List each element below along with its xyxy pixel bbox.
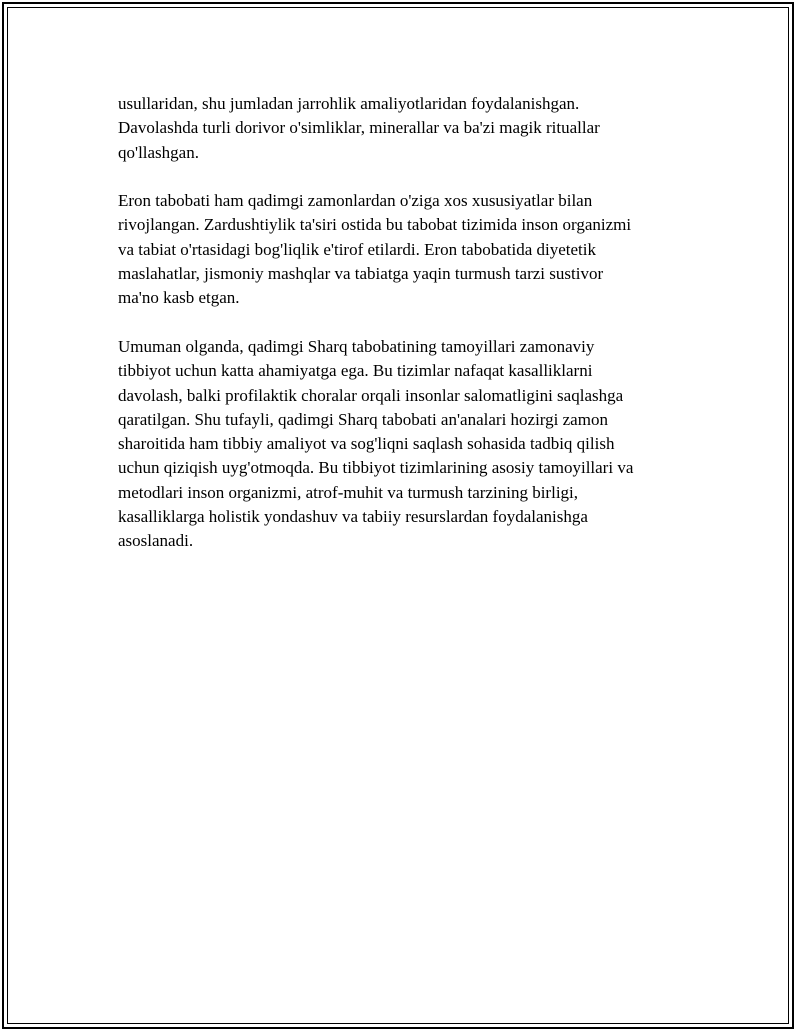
paragraph-3: Umuman olganda, qadimgi Sharq tabobatining tamoyillari zamonaviy tibbiyot uchun katta ahamiyatga ega. Bu tizimlar nafaqat kasalliklarni davolash, balki profilaktik choralar orqali insonlar salomatligini saqlashga qaratilgan. Shu tufayli, qadimgi Sharq tabobati an'analari hozirgi zamon sharoitida ham tibbiy amaliyot va sog'liqni saqlash sohasida tadbiq qilish uchun qiziqish uyg'otmoqda. Bu tibbiyot tizimlarining asosiy tamoyillari va metodlari inson organizmi, atrof-muhit va turmush tarzining birligi, kasalliklarga holistik yondashuv va tabiiy resurslardan foydalanishga asoslanadi. [118,336,634,551]
paragraph-1: usullaridan, shu jumladan jarrohlik amaliyotlaridan foydalanishgan. Davolashda turli dorivor o'simliklar, minerallar va ba'zi magik rituallar qo'llashgan. [118,94,600,162]
document-body [118,92,688,578]
paragraph-2: Eron tabobati ham qadimgi zamonlardan o'ziga xos xususiyatlar bilan rivojlangan. Zardushtiylik ta'siri ostida bu tabobat tizimida inson organizmi va tabiat o'rtasidagi bog'liqlik e'tirof etilardi. Eron tabobatida diyetetik maslahatlar, jismoniy mashqlar va tabiatga yaqin turmush tarzi sustivor ma'no kasb etgan. [118,191,632,308]
